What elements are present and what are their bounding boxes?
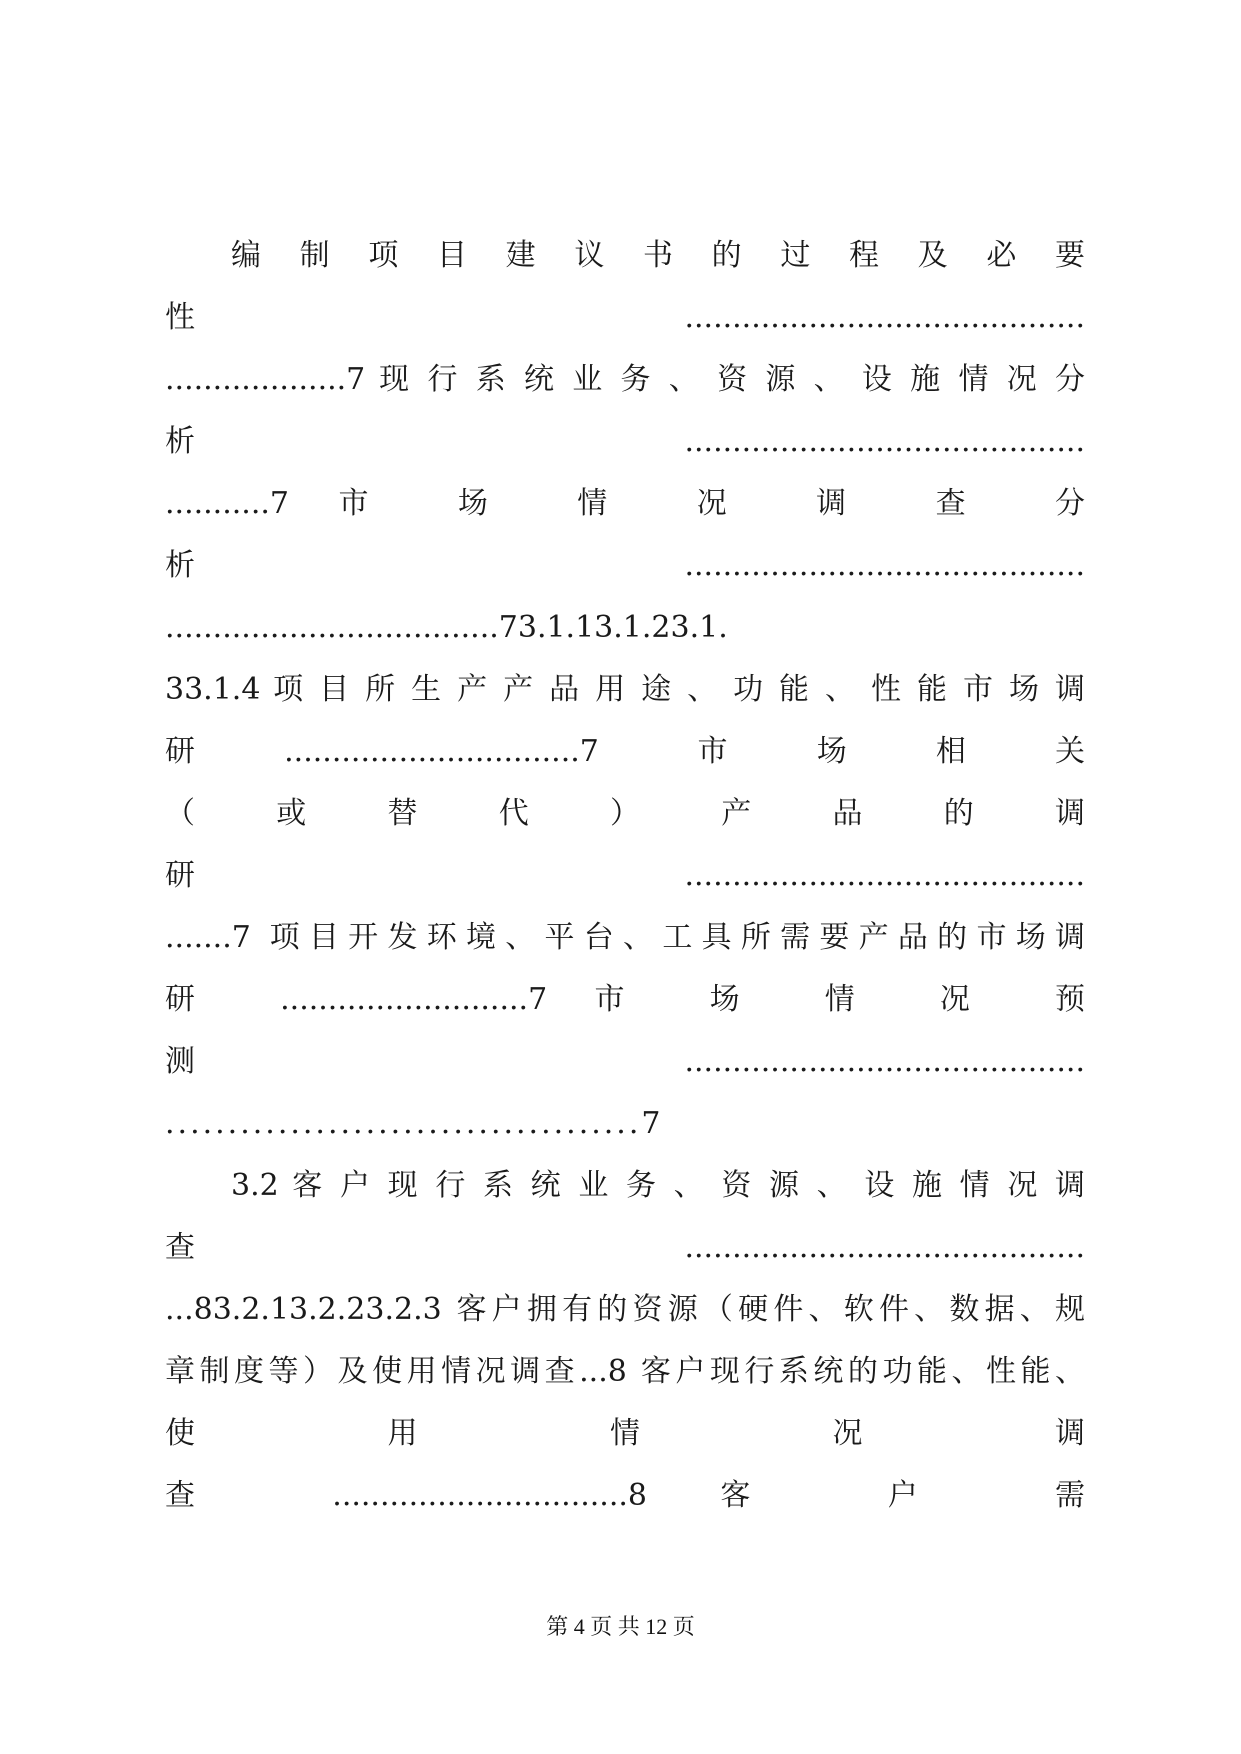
text-line: ...................7 现 行 系 统 业 务 、 资 源 、 设 施 情 况 分: [165, 362, 1085, 397]
text-line: 析..........................................: [165, 548, 1085, 583]
text-line: ...........7 市 场 情 况 调 查 分: [165, 486, 1085, 521]
text-line: 研 ..........................7 市 场 情 况 预: [165, 982, 1085, 1017]
text-line: （ 或 替 代 ） 产 品 的 调: [165, 796, 1085, 831]
text-line: 章制度等）及使用情况调查...8 客户现行系统的功能、性能、: [165, 1354, 1085, 1389]
text-line: ...................................73.1.13.1.23.1.: [165, 610, 728, 645]
text-line: 使 用 情 况 调: [165, 1416, 1085, 1451]
text-line: 查..........................................: [165, 1230, 1085, 1265]
text-line: 研..........................................: [165, 858, 1085, 893]
page-number-footer: 第 4 页 共 12 页: [546, 1614, 695, 1639]
text-line: ......................................7: [165, 1106, 664, 1141]
text-line: 编 制 项 目 建 议 书 的 过 程 及 必 要: [231, 238, 1085, 273]
text-line: .......7 项目开发环境、平台、工具所需要产品的市场调: [165, 920, 1085, 955]
text-line: 研...............................7 市场相关: [165, 734, 1085, 769]
text-line: 析..........................................: [165, 424, 1085, 459]
text-line: 测..........................................: [165, 1044, 1085, 1079]
text-line: 3.2 客 户 现 行 系 统 业 务 、 资 源 、 设 施 情 况 调: [231, 1168, 1085, 1203]
document-body: [165, 225, 1085, 1527]
text-line: 33.1.4 项 目 所 生 产 产 品 用 途 、 功 能 、 性 能 市 场 调: [165, 672, 1085, 707]
text-line: ...83.2.13.2.23.2.3 客户拥有的资源（硬件、软件、数据、规: [165, 1292, 1085, 1327]
text-line: 性..........................................: [165, 300, 1085, 335]
text-line: 查 ...............................8 客 户 需: [165, 1478, 1085, 1513]
